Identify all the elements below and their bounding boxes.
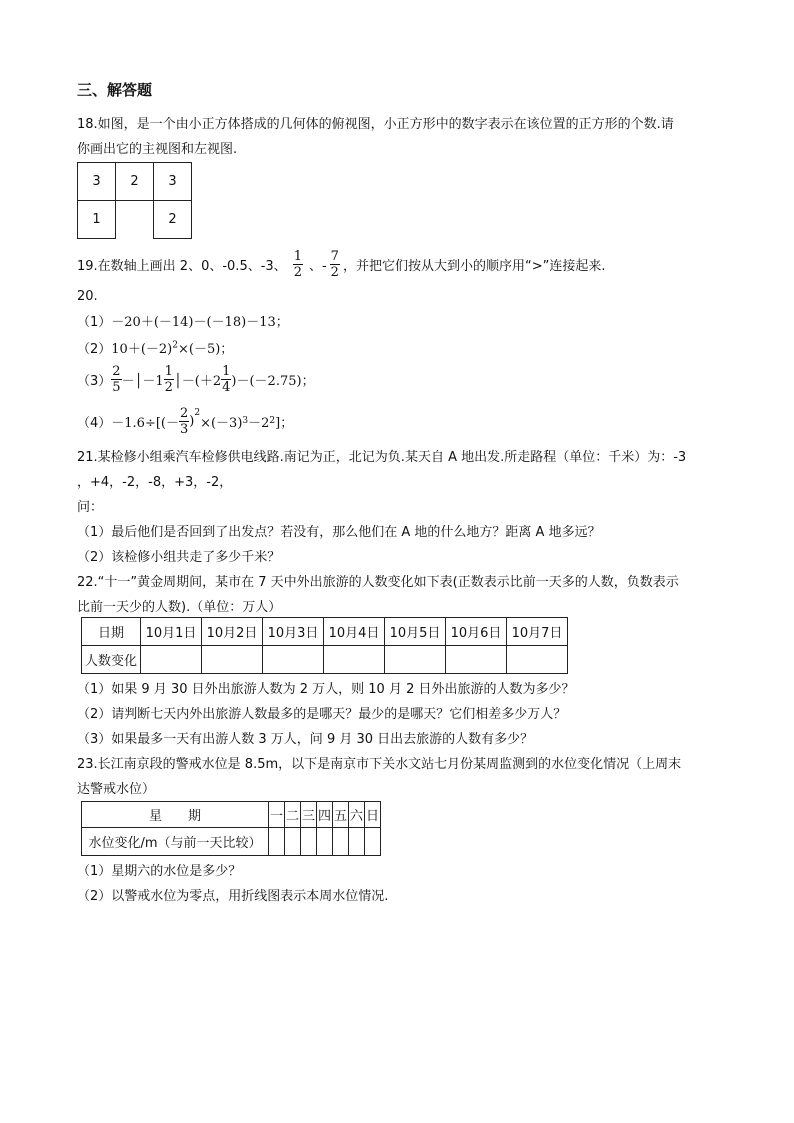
q23-sub2: （2）以警戒水位为零点，用折线图表示本周水位情况. [77,889,389,904]
table-cell [365,828,381,856]
q18-text-line1: 18.如图，是一个由小正方体搭成的几何体的俯视图，小正方形中的数字表示在该位置的正方形的个数.请 [77,117,674,132]
fraction: $\frac{1}{2}$ [293,248,302,280]
q20-part1: （1）－20＋(－14)－(－18)－13； [77,315,289,330]
table-cell [385,646,446,674]
q19-sep: 、- [308,258,327,274]
grid-cell: 1 [78,201,116,239]
table-header-cell: 10月7日 [507,618,568,646]
table-header-cell: 六 [349,802,365,828]
q20-part2: $(2)10+(-2)^2\times(-5)$； [77,340,234,357]
fraction: $\frac{7}{2}$ [330,248,339,280]
table-header-cell: 10月1日 [141,618,202,646]
q21-text-line2: ，+4，-2，-8，+3，-2， [77,475,233,490]
table-cell [141,646,202,674]
q18-text-line2: 你画出它的主视图和左视图. [77,142,238,157]
q20-part3: （3） $\frac{2}{5}$ －│－1 $\frac{1}{2}$ │－(＋2 $\frac{1}{4}$ )－(－2.75)； [77,363,315,395]
table-header-cell: 一 [269,802,285,828]
q23-text-line1: 23.长江南京段的警戒水位是 8.5m，以下是南京市下关水文站七月份某周监测到的水位变化情况（上周末 [77,757,682,772]
table-header-cell: 五 [333,802,349,828]
q18-grid [77,162,192,239]
q19-prefix: 19.在数轴上画出 2、0、-0.5、-3、 [77,258,287,274]
grid-cell: 3 [78,163,116,201]
table-header-cell: 10月4日 [324,618,385,646]
q21-text-line3: 问： [77,500,104,515]
table-cell [301,828,317,856]
table-header-cell: 10月2日 [202,618,263,646]
q22-sub1: （1）如果 9 月 30 日外出旅游人数为 2 万人，则 10 月 2 日外出旅游的人数为多少？ [77,682,575,697]
table-cell [285,828,301,856]
q22-text-line1: 22.“十一”黄金周期间，某市在 7 天中外出旅游的人数变化如下表(正数表示比前一天多的人数，负数表示 [77,575,679,590]
q22-text-line2: 比前一天少的人数).（单位：万人） [77,600,282,615]
grid-cell: 2 [116,163,154,201]
table-header-cell: 四 [317,802,333,828]
grid-cell: 3 [154,163,192,201]
q21-sub1: （1）最后他们是否回到了出发点？若没有，那么他们在 A 地的什么地方？距离 A 地多远？ [77,525,601,540]
q22-table [81,617,568,674]
table-row-label: 水位变化/m（与前一天比较） [82,828,269,856]
table-header-label: 日期 [82,618,141,646]
q22-sub3: （3）如果最多一天有出游人数 3 万人，问 9 月 30 日出去旅游的人数有多少？ [77,732,534,747]
table-cell [333,828,349,856]
q19-suffix: ，并把它们按从大到小的顺序用“>”连接起来. [342,258,606,274]
grid-cell: 2 [154,201,192,239]
q23-text-line2: 达警戒水位） [77,782,156,797]
table-cell [324,646,385,674]
q20-part4: （4） －1.6÷[(－ $\frac{2}{3}$ ) $^2$ ×(－3) 3 －2 2 ]； [77,405,294,437]
table-cell [349,828,365,856]
table-cell [269,828,285,856]
q21-text-line1: 21.某检修小组乘汽车检修供电线路.南记为正，北记为负.某天自 A 地出发.所走路程（单位：千米）为：-3 [77,450,687,465]
table-cell [317,828,333,856]
q19-text [77,249,605,279]
q23-table [81,801,381,856]
table-cell [202,646,263,674]
fraction: $\frac{1}{4}$ [222,363,231,395]
table-cell [507,646,568,674]
table-header-cell: 日 [365,802,381,828]
section-title: 三、解答题 [77,81,153,99]
q22-sub2: （2）请判断七天内外出旅游人数最多的是哪天？最少的是哪天？它们相差多少万人？ [77,707,567,722]
table-header-cell: 二 [285,802,301,828]
q20-label: 20. [77,289,98,304]
fraction: $\frac{2}{3}$ [180,405,189,437]
table-header-cell: 10月6日 [446,618,507,646]
fraction: $\frac{2}{5}$ [112,363,121,395]
table-header-cell: 10月3日 [263,618,324,646]
q23-sub1: （1）星期六的水位是多少？ [77,864,242,879]
table-cell [446,646,507,674]
table-row-label: 人数变化 [82,646,141,674]
table-header-cell: 10月5日 [385,618,446,646]
grid-cell-empty [116,201,154,239]
q21-sub2: （2）该检修小组共走了多少千米？ [77,550,281,565]
table-cell [263,646,324,674]
table-header-cell: 三 [301,802,317,828]
table-header-label: 星 期 [82,802,269,828]
fraction: $\frac{1}{2}$ [164,363,173,395]
